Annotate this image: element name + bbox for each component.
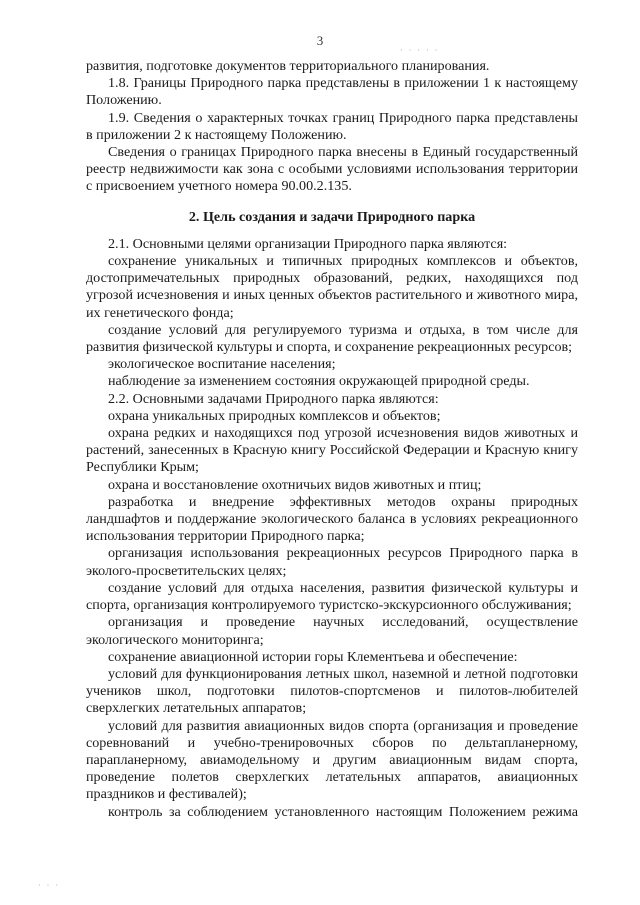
paragraph: 2.1. Основными целями организации Природного парка являются: <box>108 235 508 252</box>
paragraph: создание условий для регулируемого туризма и отдыха, в том числе для развития физической культуры и спорта, и сохранение рекреационных ресурсов; <box>86 321 578 356</box>
paragraph: 1.9. Сведения о характерных точках границ Природного парка представлены в приложении 2 к настоящему Положению. <box>86 109 578 143</box>
scan-artifact: · · · <box>38 881 60 890</box>
paragraph: развития, подготовке документов территориального планирования. <box>86 58 490 74</box>
paragraph: охрана и восстановление охотничьих видов животных и птиц; <box>108 476 482 493</box>
paragraph: создание условий для отдыха населения, развития физической культуры и спорта, организация контролируемого туристско-экскурсионного обслуживания; <box>86 579 578 614</box>
paragraph: разработка и внедрение эффективных методов охраны природных ландшафтов и поддержание экологического баланса в условиях рекреационного использования территории Природного парка; <box>86 493 578 545</box>
paragraph: наблюдение за изменением состояния окружающей природной среды. <box>108 373 530 390</box>
paragraph: условий для развития авиационных видов спорта (организация и проведение соревнований и учебно-тренировочных сборов по дельтапланерному, парапланерному, авиамодельному и другим авиационным видам спорта, проведение полетов сверхлегких летательных аппаратов, авиационных праздников и фестивалей); <box>86 717 578 803</box>
page-number: 3 <box>316 33 324 48</box>
paragraph: сохранение авиационной истории горы Клементьева и обеспечение: <box>108 648 518 665</box>
paragraph: охрана редких и находящихся под угрозой исчезновения видов животных и растений, занесенных в Красную книгу Российской Федерации и Красную книгу Республики Крым; <box>86 425 578 476</box>
paragraph: 2.2. Основными задачами Природного парка являются: <box>108 390 439 407</box>
paragraph: организация использования рекреационных ресурсов Природного парка в эколого-просветительских целях; <box>86 545 578 579</box>
paragraph: охрана уникальных природных комплексов и объектов; <box>108 407 441 424</box>
paragraph: условий для функционирования летных школ, наземной и летной подготовки учеников школ, подготовки пилотов-спортсменов и пилотов-любителей сверхлегких летательных аппаратов; <box>86 665 578 717</box>
scan-artifact: · · · · · <box>400 46 440 55</box>
paragraph: экологическое воспитание населения; <box>108 356 336 373</box>
section-heading: 2. Цель создания и задачи Природного парка <box>188 208 476 225</box>
paragraph: контроль за соблюдением установленного настоящим Положением режима <box>108 803 578 820</box>
paragraph: 1.8. Границы Природного парка представлены в приложении 1 к настоящему Положению. <box>86 75 578 109</box>
paragraph: организация и проведение научных исследований, осуществление экологического мониторинга; <box>86 614 578 648</box>
paragraph: сохранение уникальных и типичных природных комплексов и объектов, достопримечательных природных образований, редких, находящихся под угрозой исчезновения и иных ценных объектов растительного и животного мира, их генетического фонда; <box>86 253 578 321</box>
paragraph: Сведения о границах Природного парка внесены в Единый государственный реестр недвижимости как зона с особыми условиями использования территории с присвоением учетного номера 90.00.2.135. <box>86 144 578 195</box>
document-body <box>86 58 578 821</box>
